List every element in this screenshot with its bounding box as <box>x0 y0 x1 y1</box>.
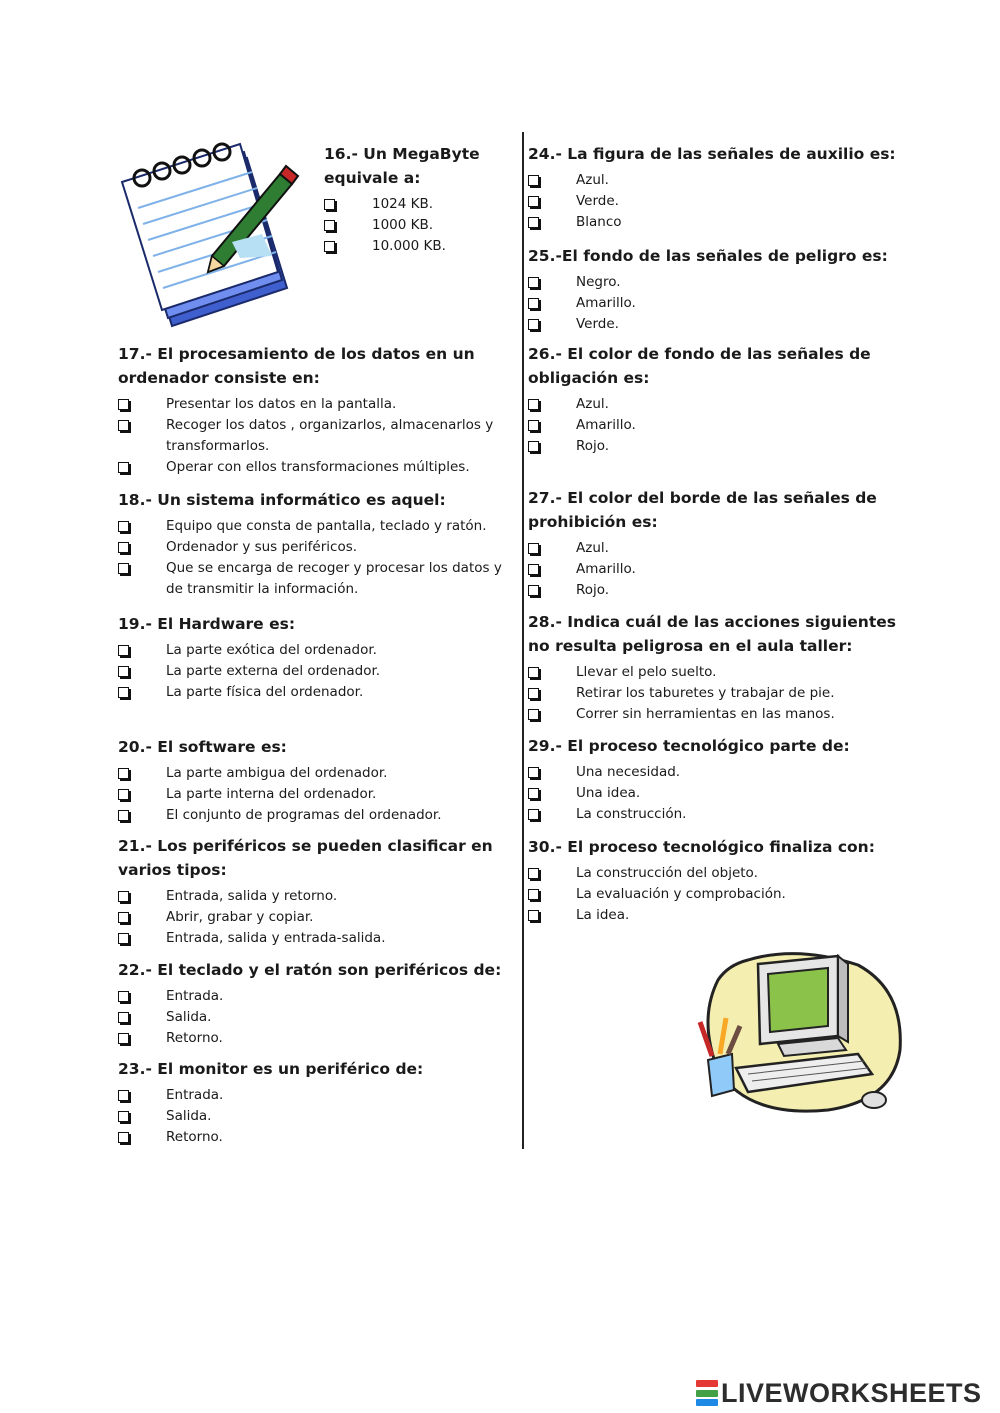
question-title: 18.- Un sistema informático es aquel: <box>118 491 446 509</box>
checkbox-icon[interactable] <box>528 889 539 900</box>
checkbox-icon[interactable] <box>118 1012 129 1023</box>
answer-option[interactable]: Retorno. <box>118 1127 510 1148</box>
answer-option[interactable]: La parte externa del ordenador. <box>118 661 510 682</box>
question-22 <box>118 958 510 1049</box>
checkbox-icon[interactable] <box>528 910 539 921</box>
question-21 <box>118 834 510 949</box>
checkbox-icon[interactable] <box>528 319 539 330</box>
answer-option[interactable]: La construcción. <box>528 804 908 825</box>
question-title: 16.- Un MegaByte equivale a: <box>324 145 480 187</box>
checkbox-icon[interactable] <box>528 217 539 228</box>
checkbox-icon[interactable] <box>118 666 129 677</box>
question-28 <box>528 610 912 725</box>
answer-option[interactable]: La parte física del ordenador. <box>118 682 510 703</box>
answer-option[interactable]: Rojo. <box>528 580 888 601</box>
question-title: 29.- El proceso tecnológico parte de: <box>528 737 850 755</box>
checkbox-icon[interactable] <box>528 667 539 678</box>
question-23 <box>118 1057 510 1148</box>
checkbox-icon[interactable] <box>528 175 539 186</box>
question-30 <box>528 835 908 926</box>
checkbox-icon[interactable] <box>528 399 539 410</box>
checkbox-icon[interactable] <box>528 420 539 431</box>
answer-option[interactable]: Salida. <box>118 1007 510 1028</box>
answer-option[interactable]: Entrada. <box>118 986 510 1007</box>
checkbox-icon[interactable] <box>528 196 539 207</box>
checkbox-icon[interactable] <box>118 542 129 553</box>
question-title: 22.- El teclado y el ratón son periféricos de: <box>118 961 502 979</box>
answer-option[interactable]: Presentar los datos en la pantalla. <box>118 394 510 415</box>
answer-option[interactable]: Entrada, salida y entrada-salida. <box>118 928 510 949</box>
answer-option[interactable]: Ordenador y sus periféricos. <box>118 537 514 558</box>
checkbox-icon[interactable] <box>118 645 129 656</box>
checkbox-icon[interactable] <box>528 585 539 596</box>
question-16 <box>324 142 504 257</box>
answer-option[interactable]: Blanco <box>528 212 908 233</box>
answer-option[interactable]: Verde. <box>528 314 908 335</box>
answer-option[interactable]: Amarillo. <box>528 559 888 580</box>
column-divider <box>522 132 524 1149</box>
checkbox-icon[interactable] <box>118 1033 129 1044</box>
answer-option[interactable]: Salida. <box>118 1106 510 1127</box>
checkbox-icon[interactable] <box>118 521 129 532</box>
checkbox-icon[interactable] <box>528 809 539 820</box>
answer-option[interactable]: Negro. <box>528 272 908 293</box>
logo-stripe <box>696 1399 718 1406</box>
question-18 <box>118 488 514 600</box>
answer-option[interactable]: Retirar los taburetes y trabajar de pie. <box>528 683 912 704</box>
checkbox-icon[interactable] <box>118 563 129 574</box>
answer-option[interactable]: La parte exótica del ordenador. <box>118 640 510 661</box>
answer-option[interactable]: La parte ambigua del ordenador. <box>118 763 510 784</box>
checkbox-icon[interactable] <box>118 891 129 902</box>
logo-mark-icon <box>696 1380 718 1406</box>
question-title: 20.- El software es: <box>118 738 287 756</box>
answer-option[interactable]: Abrir, grabar y copiar. <box>118 907 510 928</box>
question-title: 19.- El Hardware es: <box>118 615 296 633</box>
answer-option[interactable]: Rojo. <box>528 436 888 457</box>
checkbox-icon[interactable] <box>118 991 129 1002</box>
checkbox-icon[interactable] <box>528 767 539 778</box>
checkbox-icon[interactable] <box>528 788 539 799</box>
answer-option[interactable]: Azul. <box>528 394 888 415</box>
computer-icon <box>688 950 904 1120</box>
checkbox-icon[interactable] <box>528 277 539 288</box>
question-title: 23.- El monitor es un periférico de: <box>118 1060 424 1078</box>
logo-text: LIVEWORKSHEETS <box>721 1377 982 1408</box>
logo-stripe <box>696 1380 718 1387</box>
checkbox-icon[interactable] <box>118 1132 129 1143</box>
answer-option[interactable]: Que se encarga de recoger y procesar los datos y de transmitir la información. <box>118 558 514 600</box>
question-20 <box>118 735 510 826</box>
answer-option[interactable]: La construcción del objeto. <box>528 863 908 884</box>
question-title: 25.-El fondo de las señales de peligro es: <box>528 247 888 265</box>
answer-option[interactable]: Azul. <box>528 170 908 191</box>
answer-option[interactable]: Entrada. <box>118 1085 510 1106</box>
checkbox-icon[interactable] <box>324 241 335 252</box>
answer-option[interactable]: El conjunto de programas del ordenador. <box>118 805 510 826</box>
notebook-pencil-icon <box>112 138 308 328</box>
question-title: 28.- Indica cuál de las acciones siguientes no resulta peligrosa en el aula taller: <box>528 613 896 655</box>
answer-option[interactable]: Azul. <box>528 538 888 559</box>
answer-option[interactable]: 1000 KB. <box>324 215 504 236</box>
question-24 <box>528 142 908 233</box>
answer-option[interactable]: 1024 KB. <box>324 194 504 215</box>
checkbox-icon[interactable] <box>118 810 129 821</box>
question-title: 21.- Los periféricos se pueden clasificar en varios tipos: <box>118 837 493 879</box>
answer-option[interactable]: Entrada, salida y retorno. <box>118 886 510 907</box>
answer-option[interactable]: La parte interna del ordenador. <box>118 784 510 805</box>
checkbox-icon[interactable] <box>118 789 129 800</box>
answer-option[interactable]: La evaluación y comprobación. <box>528 884 908 905</box>
answer-option[interactable]: La idea. <box>528 905 908 926</box>
liveworksheets-logo <box>696 1378 982 1408</box>
answer-option[interactable]: Retorno. <box>118 1028 510 1049</box>
question-25 <box>528 244 908 335</box>
checkbox-icon[interactable] <box>118 420 129 431</box>
checkbox-icon[interactable] <box>118 462 129 473</box>
answer-option[interactable]: Equipo que consta de pantalla, teclado y ratón. <box>118 516 514 537</box>
question-27 <box>528 486 888 601</box>
answer-option[interactable]: Correr sin herramientas en las manos. <box>528 704 912 725</box>
checkbox-icon[interactable] <box>528 543 539 554</box>
question-title: 24.- La figura de las señales de auxilio es: <box>528 145 896 163</box>
checkbox-icon[interactable] <box>118 687 129 698</box>
question-title: 27.- El color del borde de las señales de prohibición es: <box>528 489 877 531</box>
question-17 <box>118 342 510 478</box>
answer-option[interactable]: Amarillo. <box>528 415 888 436</box>
answer-option[interactable]: Una idea. <box>528 783 908 804</box>
checkbox-icon[interactable] <box>118 933 129 944</box>
question-19 <box>118 612 510 703</box>
question-title: 30.- El proceso tecnológico finaliza con: <box>528 838 875 856</box>
answer-option[interactable]: Verde. <box>528 191 908 212</box>
answer-option[interactable]: Una necesidad. <box>528 762 908 783</box>
question-title: 26.- El color de fondo de las señales de obligación es: <box>528 345 871 387</box>
checkbox-icon[interactable] <box>324 220 335 231</box>
question-title: 17.- El procesamiento de los datos en un ordenador consiste en: <box>118 345 475 387</box>
checkbox-icon[interactable] <box>118 1090 129 1101</box>
question-29 <box>528 734 908 825</box>
answer-option[interactable]: 10.000 KB. <box>324 236 504 257</box>
checkbox-icon[interactable] <box>528 868 539 879</box>
question-26 <box>528 342 888 457</box>
checkbox-icon[interactable] <box>528 688 539 699</box>
answer-option[interactable]: Llevar el pelo suelto. <box>528 662 912 683</box>
checkbox-icon[interactable] <box>528 441 539 452</box>
checkbox-icon[interactable] <box>118 399 129 410</box>
checkbox-icon[interactable] <box>118 912 129 923</box>
checkbox-icon[interactable] <box>118 768 129 779</box>
answer-option[interactable]: Amarillo. <box>528 293 908 314</box>
answer-option[interactable]: Operar con ellos transformaciones múltiples. <box>118 457 510 478</box>
checkbox-icon[interactable] <box>528 709 539 720</box>
checkbox-icon[interactable] <box>324 199 335 210</box>
logo-stripe <box>696 1390 718 1397</box>
checkbox-icon[interactable] <box>528 564 539 575</box>
checkbox-icon[interactable] <box>118 1111 129 1122</box>
answer-option[interactable]: Recoger los datos , organizarlos, almacenarlos y transformarlos. <box>118 415 510 457</box>
checkbox-icon[interactable] <box>528 298 539 309</box>
